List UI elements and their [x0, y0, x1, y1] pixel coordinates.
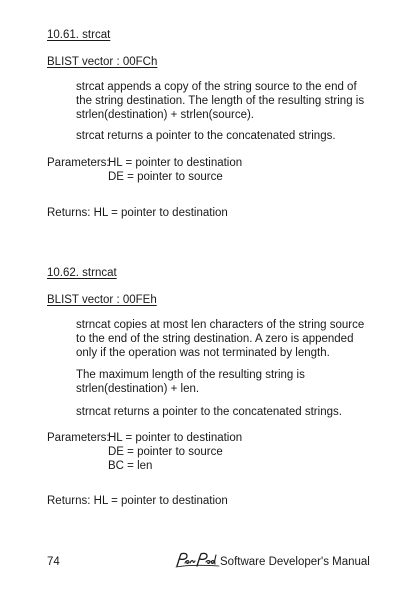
parameter-bc-strncat: BC = len — [108, 460, 153, 472]
parameter-hl-strcat: HL = pointer to destination — [108, 157, 243, 169]
text-line: strlen(destination) + len. — [76, 383, 200, 395]
parameter-hl-strncat: HL = pointer to destination — [108, 432, 243, 444]
section-heading-strncat: 10.62. strncat — [47, 267, 117, 279]
text-line: strcat returns a pointer to the concatenated strings. — [76, 130, 336, 142]
penpad-logo-icon — [175, 551, 220, 569]
section-heading-strcat: 10.61. strcat — [47, 29, 111, 41]
page-number: 74 — [47, 556, 60, 568]
text-line: the string destination. The length of the resulting string is — [76, 95, 365, 107]
description-strncat — [76, 318, 386, 360]
description-strcat — [76, 80, 386, 122]
text-line: strlen(destination) + strlen(source). — [76, 109, 255, 121]
parameters-label-strncat: Parameters: — [47, 432, 110, 444]
text-line: to the end of the string destination. A zero is appended — [76, 333, 354, 345]
returns-strncat: Returns: HL = pointer to destination — [47, 495, 228, 507]
blist-vector-strncat: BLIST vector : 00FEh — [47, 294, 157, 306]
text-line: The maximum length of the resulting string is — [76, 369, 305, 381]
parameters-label-strcat: Parameters: — [47, 157, 110, 169]
returns-strcat: Returns: HL = pointer to destination — [47, 207, 228, 219]
parameter-de-strncat: DE = pointer to source — [108, 446, 223, 458]
return-description-strncat — [76, 405, 386, 419]
parameter-de-strcat: DE = pointer to source — [108, 171, 223, 183]
text-line: strncat copies at most len characters of the string source — [76, 319, 365, 331]
return-description-strcat — [76, 129, 386, 143]
max-length-strncat — [76, 368, 386, 396]
blist-vector-strcat: BLIST vector : 00FCh — [47, 56, 158, 68]
text-line: only if the operation was not terminated by length. — [76, 347, 330, 359]
text-line: strcat appends a copy of the string source to the end of — [76, 81, 357, 93]
manual-title: Software Developer's Manual — [220, 556, 370, 568]
text-line: strncat returns a pointer to the concatenated strings. — [76, 406, 342, 418]
